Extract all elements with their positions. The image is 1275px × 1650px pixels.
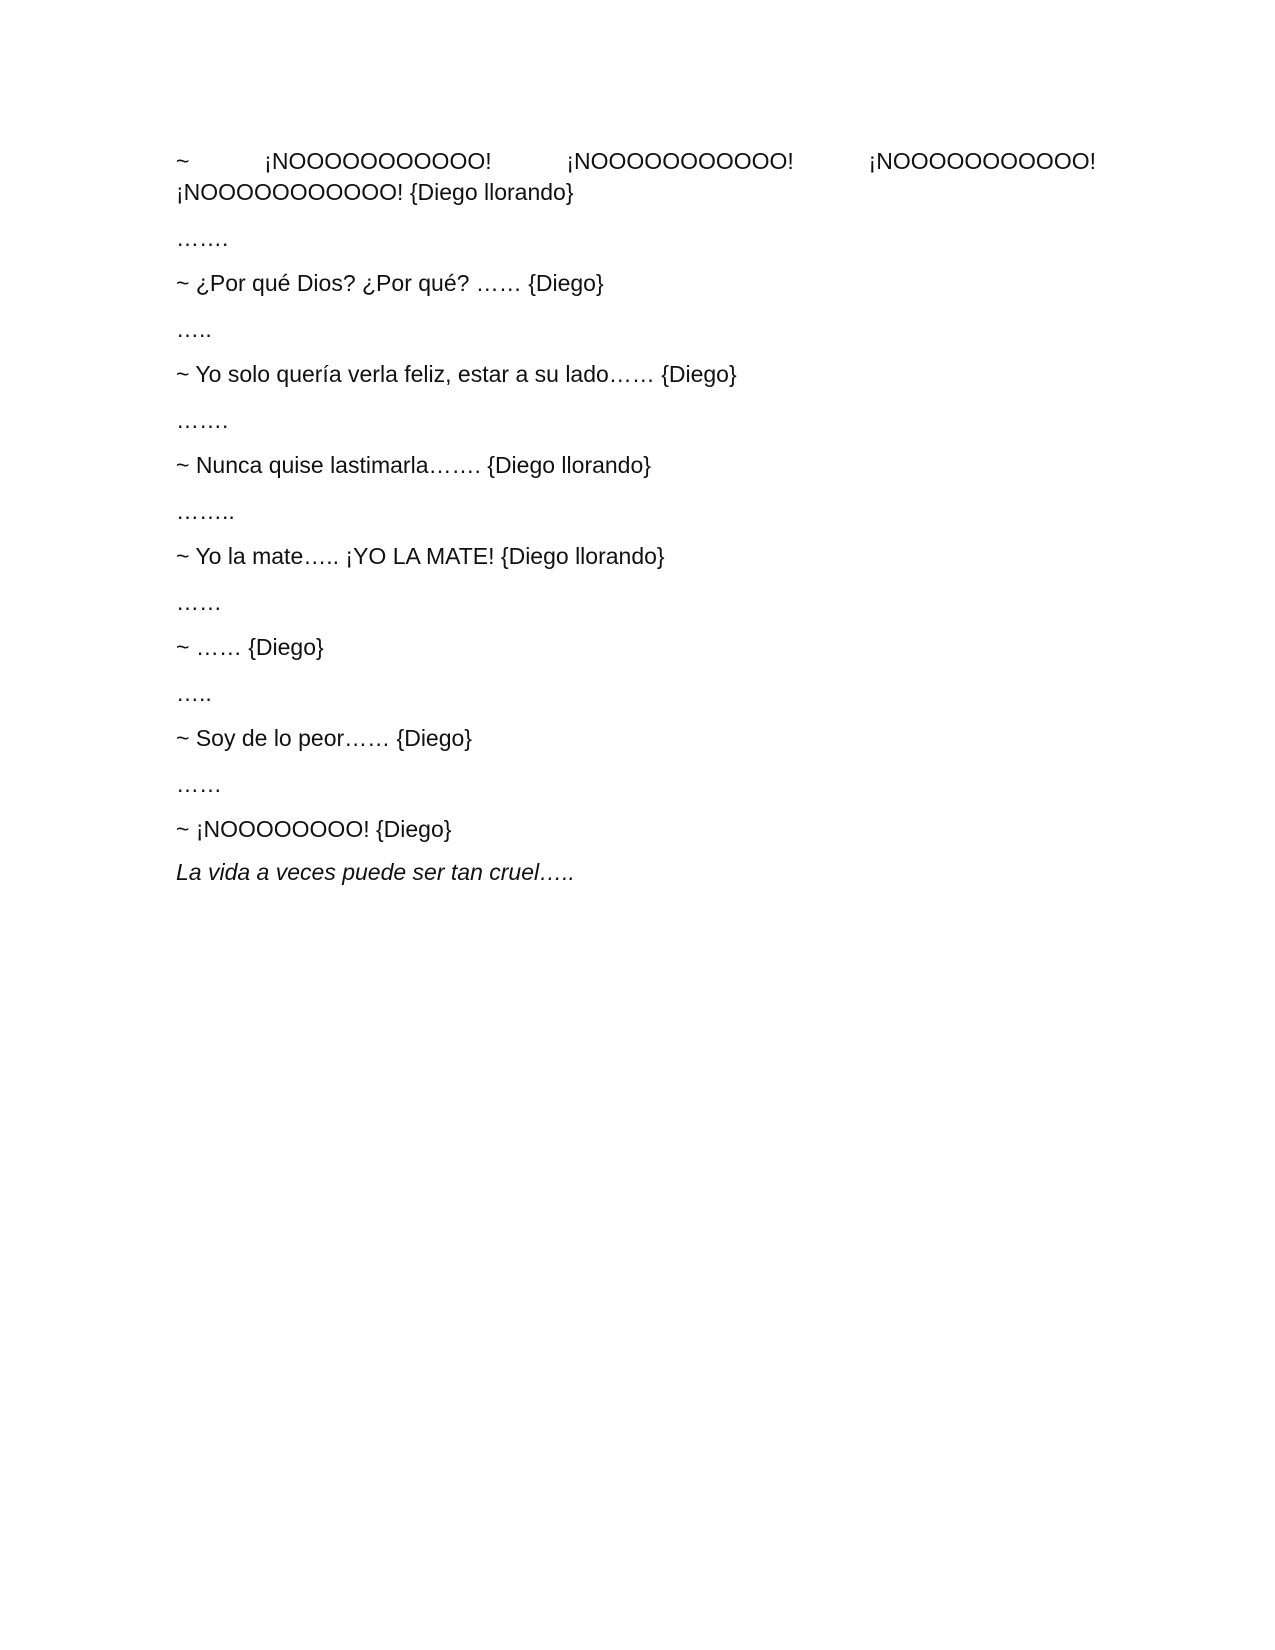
opening-line-continued: ¡NOOOOOOOOOOO! {Diego llorando} xyxy=(176,179,574,205)
tilde-marker: ~ xyxy=(176,148,190,174)
dialogue-line-5: ~ Nunca quise lastimarla……. {Diego llorando} xyxy=(176,452,651,478)
cry-3: ¡NOOOOOOOOOOO! xyxy=(868,148,1096,174)
dots-line-1: ……. xyxy=(176,225,229,251)
dots-line-3: ……. xyxy=(176,407,229,433)
dialogue-line-3: ~ ¿Por qué Dios? ¿Por qué? …… {Diego} xyxy=(176,270,604,296)
opening-line xyxy=(176,146,1096,177)
cry-2: ¡NOOOOOOOOOOO! xyxy=(566,148,794,174)
dialogue-line-6: ~ Yo la mate….. ¡YO LA MATE! {Diego llorando} xyxy=(176,543,665,569)
dots-line-6: ….. xyxy=(176,680,212,706)
cry-1: ¡NOOOOOOOOOOO! xyxy=(264,148,492,174)
dialogue-line-8: ~ Soy de lo peor…… {Diego} xyxy=(176,725,472,751)
text-content xyxy=(176,146,1096,888)
dialogue-line-7: ~ …… {Diego} xyxy=(176,634,324,660)
dots-line-2: ….. xyxy=(176,316,212,342)
closing-line: La vida a veces puede ser tan cruel….. xyxy=(176,859,575,885)
dialogue-line-9: ~ ¡NOOOOOOOO! {Diego} xyxy=(176,816,452,842)
dialogue-line-4: ~ Yo solo quería verla feliz, estar a su lado…… {Diego} xyxy=(176,361,737,387)
dots-line-5: …… xyxy=(176,589,222,615)
dots-line-7: …… xyxy=(176,771,222,797)
dots-line-4: …….. xyxy=(176,498,235,524)
